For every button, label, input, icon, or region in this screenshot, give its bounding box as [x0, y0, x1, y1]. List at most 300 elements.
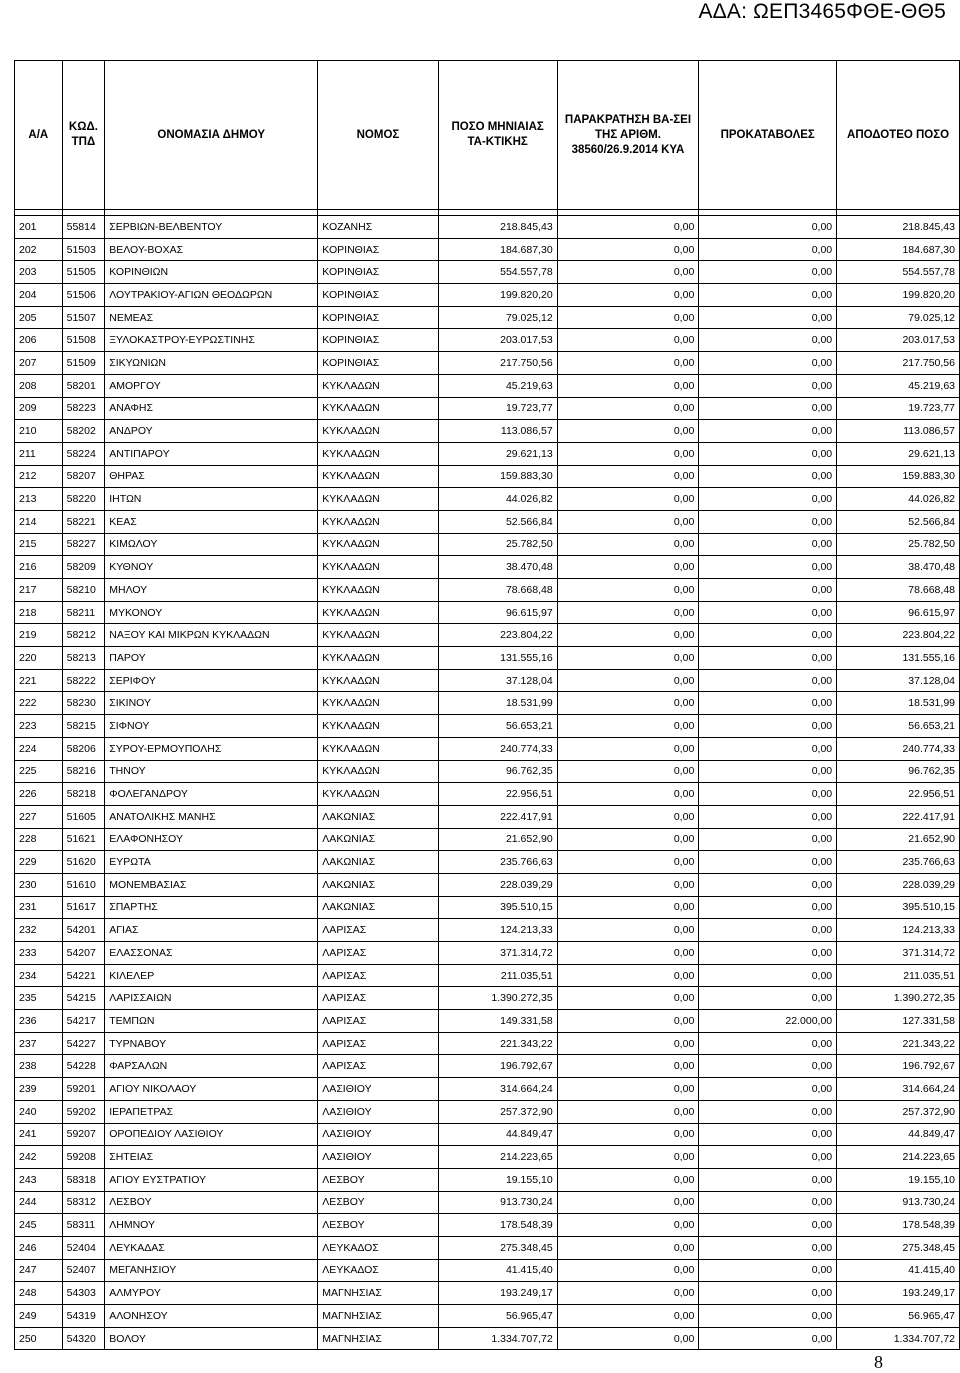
cell-amount: 78.668,48 [438, 579, 557, 602]
cell-amount: 96.615,97 [438, 601, 557, 624]
cell-prokataboles: 0,00 [699, 1123, 837, 1146]
table-row [15, 737, 960, 760]
table-row [15, 1055, 960, 1078]
cell-code: 59201 [62, 1078, 105, 1101]
table-row [15, 1146, 960, 1169]
cell-amount: 223.804,22 [438, 624, 557, 647]
cell-code: 54227 [62, 1032, 105, 1055]
col-header-parakratisi: ΠΑΡΑΚΡΑΤΗΣΗ ΒΑ-ΣΕΙ ΤΗΣ ΑΡΙΘΜ. 38560/26.9.2014 ΚΥΑ [557, 61, 699, 210]
cell-prokataboles: 0,00 [699, 374, 837, 397]
cell-prokataboles: 0,00 [699, 1305, 837, 1328]
header-row [15, 61, 960, 210]
cell-prokataboles: 0,00 [699, 420, 837, 443]
table-row [15, 987, 960, 1010]
cell-parakratisi: 0,00 [557, 1078, 699, 1101]
cell-prokataboles: 22.000,00 [699, 1010, 837, 1033]
cell-name: ΟΡΟΠΕΔΙΟΥ ΛΑΣΙΘΙΟΥ [105, 1123, 318, 1146]
cell-aa: 209 [15, 397, 63, 420]
cell-apodoteo: 554.557,78 [837, 261, 960, 284]
cell-nomos: ΛΑΡΙΣΑΣ [318, 987, 438, 1010]
cell-parakratisi: 0,00 [557, 1123, 699, 1146]
col-header-name: ΟΝΟΜΑΣΙΑ ΔΗΜΟΥ [105, 61, 318, 210]
cell-nomos: ΚΥΚΛΑΔΩΝ [318, 465, 438, 488]
cell-name: ΚΟΡΙΝΘΙΩΝ [105, 261, 318, 284]
cell-prokataboles: 0,00 [699, 465, 837, 488]
cell-aa: 221 [15, 669, 63, 692]
cell-aa: 238 [15, 1055, 63, 1078]
cell-nomos: ΛΑΣΙΘΙΟΥ [318, 1123, 438, 1146]
table-row [15, 715, 960, 738]
cell-name: ΛΑΡΙΣΣΑΙΩΝ [105, 987, 318, 1010]
cell-name: ΚΙΜΩΛΟΥ [105, 533, 318, 556]
cell-amount: 18.531,99 [438, 692, 557, 715]
cell-code: 54303 [62, 1282, 105, 1305]
cell-parakratisi: 0,00 [557, 647, 699, 670]
col-header-amount: ΠΟΣΟ ΜΗΝΙΑΙΑΣ ΤΑ-ΚΤΙΚΗΣ [438, 61, 557, 210]
cell-nomos: ΚΥΚΛΑΔΩΝ [318, 760, 438, 783]
cell-code: 51505 [62, 261, 105, 284]
cell-amount: 178.548,39 [438, 1214, 557, 1237]
cell-prokataboles: 0,00 [699, 284, 837, 307]
table-row [15, 329, 960, 352]
cell-amount: 222.417,91 [438, 805, 557, 828]
cell-name: ΣΠΑΡΤΗΣ [105, 896, 318, 919]
cell-parakratisi: 0,00 [557, 374, 699, 397]
cell-prokataboles: 0,00 [699, 828, 837, 851]
cell-amount: 214.223,65 [438, 1146, 557, 1169]
table-row [15, 397, 960, 420]
cell-name: ΝΕΜΕΑΣ [105, 306, 318, 329]
table-row [15, 579, 960, 602]
cell-nomos: ΛΕΣΒΟΥ [318, 1214, 438, 1237]
table-row [15, 919, 960, 942]
table-row [15, 556, 960, 579]
table-row [15, 805, 960, 828]
cell-amount: 79.025,12 [438, 306, 557, 329]
cell-parakratisi: 0,00 [557, 851, 699, 874]
cell-code: 51605 [62, 805, 105, 828]
cell-nomos: ΚΥΚΛΑΔΩΝ [318, 533, 438, 556]
table-row [15, 1327, 960, 1350]
cell-name: ΚΕΑΣ [105, 510, 318, 533]
cell-apodoteo: 913.730,24 [837, 1191, 960, 1214]
cell-aa: 246 [15, 1236, 63, 1259]
cell-aa: 243 [15, 1168, 63, 1191]
cell-apodoteo: 395.510,15 [837, 896, 960, 919]
cell-aa: 228 [15, 828, 63, 851]
cell-apodoteo: 1.334.707,72 [837, 1327, 960, 1350]
cell-aa: 235 [15, 987, 63, 1010]
cell-prokataboles: 0,00 [699, 488, 837, 511]
cell-amount: 19.155,10 [438, 1168, 557, 1191]
cell-name: ΞΥΛΟΚΑΣΤΡΟΥ-ΕΥΡΩΣΤΙΝΗΣ [105, 329, 318, 352]
table-row [15, 352, 960, 375]
cell-parakratisi: 0,00 [557, 1327, 699, 1350]
table-row [15, 964, 960, 987]
cell-parakratisi: 0,00 [557, 442, 699, 465]
table-row [15, 692, 960, 715]
cell-apodoteo: 218.845,43 [837, 216, 960, 239]
cell-name: ΜΟΝΕΜΒΑΣΙΑΣ [105, 873, 318, 896]
cell-apodoteo: 196.792,67 [837, 1055, 960, 1078]
cell-name: ΤΕΜΠΩΝ [105, 1010, 318, 1033]
cell-parakratisi: 0,00 [557, 987, 699, 1010]
cell-aa: 244 [15, 1191, 63, 1214]
cell-amount: 44.849,47 [438, 1123, 557, 1146]
col-header-aa: Α/Α [15, 61, 63, 210]
cell-code: 54217 [62, 1010, 105, 1033]
cell-nomos: ΚΥΚΛΑΔΩΝ [318, 510, 438, 533]
cell-nomos: ΚΥΚΛΑΔΩΝ [318, 624, 438, 647]
cell-apodoteo: 37.128,04 [837, 669, 960, 692]
cell-prokataboles: 0,00 [699, 1055, 837, 1078]
cell-aa: 216 [15, 556, 63, 579]
cell-aa: 225 [15, 760, 63, 783]
cell-parakratisi: 0,00 [557, 964, 699, 987]
cell-prokataboles: 0,00 [699, 397, 837, 420]
cell-nomos: ΛΑΚΩΝΙΑΣ [318, 805, 438, 828]
table-row [15, 488, 960, 511]
cell-name: ΑΝΤΙΠΑΡΟΥ [105, 442, 318, 465]
table-row [15, 533, 960, 556]
cell-amount: 159.883,30 [438, 465, 557, 488]
cell-prokataboles: 0,00 [699, 533, 837, 556]
cell-aa: 236 [15, 1010, 63, 1033]
cell-prokataboles: 0,00 [699, 1168, 837, 1191]
cell-name: ΑΝΔΡΟΥ [105, 420, 318, 443]
cell-nomos: ΚΥΚΛΑΔΩΝ [318, 601, 438, 624]
cell-name: ΚΙΛΕΛΕΡ [105, 964, 318, 987]
cell-prokataboles: 0,00 [699, 647, 837, 670]
cell-apodoteo: 223.804,22 [837, 624, 960, 647]
table-row [15, 1100, 960, 1123]
cell-amount: 221.343,22 [438, 1032, 557, 1055]
table-row [15, 1282, 960, 1305]
table-row [15, 1010, 960, 1033]
cell-apodoteo: 257.372,90 [837, 1100, 960, 1123]
cell-prokataboles: 0,00 [699, 601, 837, 624]
cell-code: 58215 [62, 715, 105, 738]
cell-nomos: ΜΑΓΝΗΣΙΑΣ [318, 1305, 438, 1328]
cell-code: 51508 [62, 329, 105, 352]
cell-aa: 217 [15, 579, 63, 602]
cell-aa: 215 [15, 533, 63, 556]
cell-parakratisi: 0,00 [557, 1236, 699, 1259]
cell-amount: 203.017,53 [438, 329, 557, 352]
cell-name: ΣΙΦΝΟΥ [105, 715, 318, 738]
cell-prokataboles: 0,00 [699, 919, 837, 942]
cell-nomos: ΚΥΚΛΑΔΩΝ [318, 374, 438, 397]
cell-aa: 214 [15, 510, 63, 533]
cell-aa: 234 [15, 964, 63, 987]
table-row [15, 669, 960, 692]
table-row [15, 851, 960, 874]
cell-apodoteo: 193.249,17 [837, 1282, 960, 1305]
cell-apodoteo: 159.883,30 [837, 465, 960, 488]
cell-aa: 203 [15, 261, 63, 284]
cell-nomos: ΚΥΚΛΑΔΩΝ [318, 420, 438, 443]
cell-parakratisi: 0,00 [557, 715, 699, 738]
cell-code: 58216 [62, 760, 105, 783]
cell-parakratisi: 0,00 [557, 942, 699, 965]
cell-name: ΕΥΡΩΤΑ [105, 851, 318, 874]
cell-apodoteo: 314.664,24 [837, 1078, 960, 1101]
cell-apodoteo: 96.762,35 [837, 760, 960, 783]
cell-parakratisi: 0,00 [557, 828, 699, 851]
cell-amount: 52.566,84 [438, 510, 557, 533]
cell-nomos: ΚΟΡΙΝΘΙΑΣ [318, 261, 438, 284]
cell-aa: 206 [15, 329, 63, 352]
cell-apodoteo: 221.343,22 [837, 1032, 960, 1055]
table-row [15, 896, 960, 919]
table-row [15, 442, 960, 465]
cell-amount: 113.086,57 [438, 420, 557, 443]
cell-prokataboles: 0,00 [699, 669, 837, 692]
cell-aa: 242 [15, 1146, 63, 1169]
cell-name: ΙΗΤΩΝ [105, 488, 318, 511]
cell-amount: 371.314,72 [438, 942, 557, 965]
cell-parakratisi: 0,00 [557, 238, 699, 261]
table-row [15, 1214, 960, 1237]
cell-apodoteo: 214.223,65 [837, 1146, 960, 1169]
cell-prokataboles: 0,00 [699, 329, 837, 352]
cell-name: ΑΛΜΥΡΟΥ [105, 1282, 318, 1305]
cell-code: 58230 [62, 692, 105, 715]
cell-nomos: ΛΑΚΩΝΙΑΣ [318, 828, 438, 851]
cell-code: 58318 [62, 1168, 105, 1191]
cell-aa: 230 [15, 873, 63, 896]
cell-nomos: ΛΕΥΚΑΔΟΣ [318, 1259, 438, 1282]
cell-nomos: ΜΑΓΝΗΣΙΑΣ [318, 1282, 438, 1305]
cell-apodoteo: 22.956,51 [837, 783, 960, 806]
cell-prokataboles: 0,00 [699, 987, 837, 1010]
cell-apodoteo: 211.035,51 [837, 964, 960, 987]
cell-prokataboles: 0,00 [699, 1259, 837, 1282]
cell-aa: 241 [15, 1123, 63, 1146]
cell-aa: 201 [15, 216, 63, 239]
cell-aa: 207 [15, 352, 63, 375]
cell-nomos: ΛΑΡΙΣΑΣ [318, 1055, 438, 1078]
cell-parakratisi: 0,00 [557, 579, 699, 602]
cell-apodoteo: 45.219,63 [837, 374, 960, 397]
cell-code: 58311 [62, 1214, 105, 1237]
cell-code: 52404 [62, 1236, 105, 1259]
cell-amount: 38.470,48 [438, 556, 557, 579]
cell-aa: 219 [15, 624, 63, 647]
cell-apodoteo: 371.314,72 [837, 942, 960, 965]
cell-apodoteo: 184.687,30 [837, 238, 960, 261]
cell-amount: 124.213,33 [438, 919, 557, 942]
cell-amount: 275.348,45 [438, 1236, 557, 1259]
cell-parakratisi: 0,00 [557, 488, 699, 511]
cell-parakratisi: 0,00 [557, 624, 699, 647]
table-row [15, 760, 960, 783]
cell-apodoteo: 79.025,12 [837, 306, 960, 329]
cell-nomos: ΚΟΡΙΝΘΙΑΣ [318, 329, 438, 352]
cell-name: ΝΑΞΟΥ ΚΑΙ ΜΙΚΡΩΝ ΚΥΚΛΑΔΩΝ [105, 624, 318, 647]
col-header-apodoteo: ΑΠΟΔΟΤΕΟ ΠΟΣΟ [837, 61, 960, 210]
cell-name: ΛΕΣΒΟΥ [105, 1191, 318, 1214]
table-row [15, 1168, 960, 1191]
cell-code: 58223 [62, 397, 105, 420]
cell-apodoteo: 240.774,33 [837, 737, 960, 760]
cell-amount: 44.026,82 [438, 488, 557, 511]
cell-parakratisi: 0,00 [557, 1259, 699, 1282]
cell-parakratisi: 0,00 [557, 760, 699, 783]
cell-apodoteo: 29.621,13 [837, 442, 960, 465]
table-row [15, 216, 960, 239]
cell-nomos: ΛΑΚΩΝΙΑΣ [318, 873, 438, 896]
cell-prokataboles: 0,00 [699, 352, 837, 375]
cell-code: 54228 [62, 1055, 105, 1078]
cell-parakratisi: 0,00 [557, 783, 699, 806]
cell-prokataboles: 0,00 [699, 692, 837, 715]
cell-nomos: ΛΕΣΒΟΥ [318, 1191, 438, 1214]
table-row [15, 828, 960, 851]
cell-prokataboles: 0,00 [699, 1236, 837, 1259]
cell-name: ΚΥΘΝΟΥ [105, 556, 318, 579]
cell-code: 51503 [62, 238, 105, 261]
cell-aa: 224 [15, 737, 63, 760]
cell-prokataboles: 0,00 [699, 715, 837, 738]
cell-prokataboles: 0,00 [699, 1282, 837, 1305]
cell-parakratisi: 0,00 [557, 1305, 699, 1328]
cell-apodoteo: 113.086,57 [837, 420, 960, 443]
cell-parakratisi: 0,00 [557, 1191, 699, 1214]
cell-parakratisi: 0,00 [557, 1010, 699, 1033]
cell-name: ΛΕΥΚΑΔΑΣ [105, 1236, 318, 1259]
cell-amount: 217.750,56 [438, 352, 557, 375]
cell-aa: 211 [15, 442, 63, 465]
cell-code: 58312 [62, 1191, 105, 1214]
cell-amount: 211.035,51 [438, 964, 557, 987]
cell-aa: 212 [15, 465, 63, 488]
cell-name: ΣΕΡΙΦΟΥ [105, 669, 318, 692]
cell-aa: 218 [15, 601, 63, 624]
cell-prokataboles: 0,00 [699, 737, 837, 760]
cell-apodoteo: 44.026,82 [837, 488, 960, 511]
cell-name: ΜΕΓΑΝΗΣΙΟΥ [105, 1259, 318, 1282]
table-row [15, 306, 960, 329]
cell-parakratisi: 0,00 [557, 1168, 699, 1191]
cell-code: 51620 [62, 851, 105, 874]
cell-name: ΜΗΛΟΥ [105, 579, 318, 602]
cell-amount: 554.557,78 [438, 261, 557, 284]
cell-name: ΑΝΑΤΟΛΙΚΗΣ ΜΑΝΗΣ [105, 805, 318, 828]
table-row [15, 420, 960, 443]
cell-apodoteo: 1.390.272,35 [837, 987, 960, 1010]
page-number: 8 [874, 1352, 883, 1372]
cell-aa: 226 [15, 783, 63, 806]
table-row [15, 465, 960, 488]
cell-nomos: ΚΟΡΙΝΘΙΑΣ [318, 238, 438, 261]
cell-parakratisi: 0,00 [557, 397, 699, 420]
cell-parakratisi: 0,00 [557, 465, 699, 488]
col-header-prokataboles: ΠΡΟΚΑΤΑΒΟΛΕΣ [699, 61, 837, 210]
cell-apodoteo: 131.555,16 [837, 647, 960, 670]
table-row [15, 1032, 960, 1055]
cell-aa: 210 [15, 420, 63, 443]
cell-code: 58211 [62, 601, 105, 624]
cell-prokataboles: 0,00 [699, 1191, 837, 1214]
cell-code: 51617 [62, 896, 105, 919]
table-row [15, 624, 960, 647]
cell-code: 54207 [62, 942, 105, 965]
cell-name: ΣΙΚΥΩΝΙΩΝ [105, 352, 318, 375]
cell-amount: 228.039,29 [438, 873, 557, 896]
cell-amount: 240.774,33 [438, 737, 557, 760]
table-row [15, 510, 960, 533]
cell-parakratisi: 0,00 [557, 1100, 699, 1123]
cell-nomos: ΛΑΡΙΣΑΣ [318, 1010, 438, 1033]
cell-name: ΣΙΚΙΝΟΥ [105, 692, 318, 715]
cell-name: ΒΕΛΟΥ-ΒΟΧΑΣ [105, 238, 318, 261]
table-row [15, 873, 960, 896]
table-row [15, 284, 960, 307]
col-header-code: ΚΩΔ. ΤΠΔ [62, 61, 105, 210]
cell-parakratisi: 0,00 [557, 306, 699, 329]
cell-parakratisi: 0,00 [557, 1032, 699, 1055]
cell-parakratisi: 0,00 [557, 601, 699, 624]
cell-nomos: ΜΑΓΝΗΣΙΑΣ [318, 1327, 438, 1350]
cell-prokataboles: 0,00 [699, 216, 837, 239]
cell-nomos: ΚΥΚΛΑΔΩΝ [318, 783, 438, 806]
cell-code: 58209 [62, 556, 105, 579]
cell-prokataboles: 0,00 [699, 306, 837, 329]
cell-apodoteo: 38.470,48 [837, 556, 960, 579]
cell-prokataboles: 0,00 [699, 964, 837, 987]
cell-parakratisi: 0,00 [557, 873, 699, 896]
cell-code: 58221 [62, 510, 105, 533]
cell-amount: 149.331,58 [438, 1010, 557, 1033]
cell-prokataboles: 0,00 [699, 1146, 837, 1169]
cell-apodoteo: 21.652,90 [837, 828, 960, 851]
cell-code: 58227 [62, 533, 105, 556]
cell-aa: 249 [15, 1305, 63, 1328]
table-row [15, 1123, 960, 1146]
cell-prokataboles: 0,00 [699, 1214, 837, 1237]
cell-apodoteo: 96.615,97 [837, 601, 960, 624]
cell-amount: 913.730,24 [438, 1191, 557, 1214]
cell-apodoteo: 19.723,77 [837, 397, 960, 420]
cell-nomos: ΚΥΚΛΑΔΩΝ [318, 556, 438, 579]
cell-apodoteo: 275.348,45 [837, 1236, 960, 1259]
cell-prokataboles: 0,00 [699, 261, 837, 284]
cell-prokataboles: 0,00 [699, 851, 837, 874]
cell-prokataboles: 0,00 [699, 238, 837, 261]
cell-nomos: ΚΥΚΛΑΔΩΝ [318, 647, 438, 670]
cell-parakratisi: 0,00 [557, 510, 699, 533]
cell-prokataboles: 0,00 [699, 1327, 837, 1350]
cell-prokataboles: 0,00 [699, 579, 837, 602]
cell-prokataboles: 0,00 [699, 805, 837, 828]
cell-nomos: ΛΑΡΙΣΑΣ [318, 942, 438, 965]
table-row [15, 261, 960, 284]
cell-name: ΑΓΙΟΥ ΝΙΚΟΛΑΟΥ [105, 1078, 318, 1101]
cell-apodoteo: 25.782,50 [837, 533, 960, 556]
cell-parakratisi: 0,00 [557, 737, 699, 760]
cell-apodoteo: 228.039,29 [837, 873, 960, 896]
cell-code: 59202 [62, 1100, 105, 1123]
cell-nomos: ΚΟΡΙΝΘΙΑΣ [318, 284, 438, 307]
cell-code: 58212 [62, 624, 105, 647]
cell-amount: 19.723,77 [438, 397, 557, 420]
cell-amount: 1.334.707,72 [438, 1327, 557, 1350]
cell-nomos: ΚΥΚΛΑΔΩΝ [318, 442, 438, 465]
cell-amount: 1.390.272,35 [438, 987, 557, 1010]
cell-name: ΒΟΛΟΥ [105, 1327, 318, 1350]
table-row [15, 942, 960, 965]
